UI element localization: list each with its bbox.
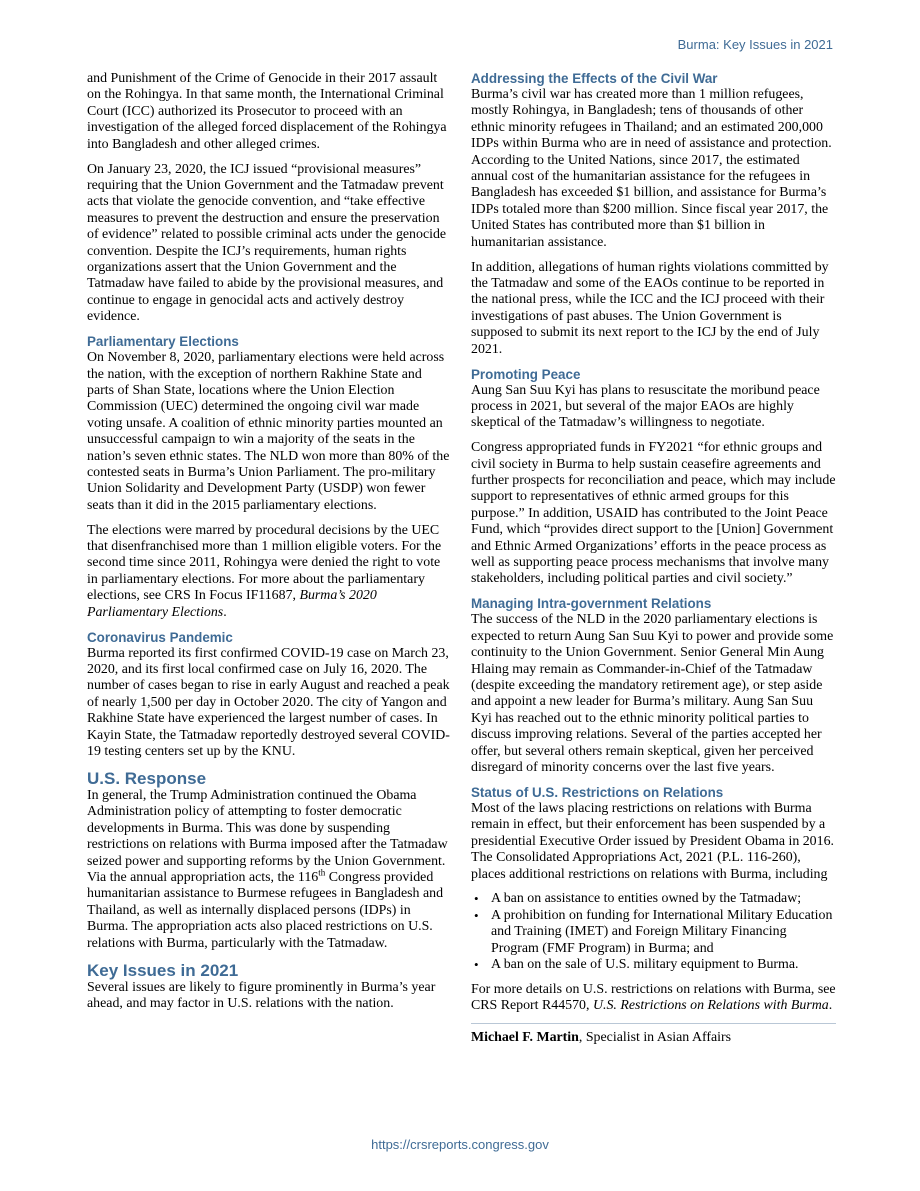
list-item: • A ban on assistance to entities owned by the Tatmadaw; xyxy=(471,891,836,907)
more-details-period: . xyxy=(828,998,833,1014)
heading-civil-war-effects: Addressing the Effects of the Civil War xyxy=(471,71,718,86)
paragraph-key-issues: Several issues are likely to figure prominently in Burma’s year ahead, and may factor in U.S. relations with the nation. xyxy=(87,979,436,1011)
running-header: Burma: Key Issues in 2021 xyxy=(677,37,833,52)
report-title-elections: Burma’s 2020 Parliamentary Elections xyxy=(87,588,377,620)
us-response-text-a: In general, the Trump Administration continued the Obama Administration policy of attempting to foster democratic developments in Burma. This was done by suspending restrictions on relations with Burma imposed after the Tatmadaw seized power and supporting reforms by the Union Government. Via the annual appropriation acts, the 116 xyxy=(87,787,448,885)
heading-intra-government: Managing Intra-government Relations xyxy=(471,596,712,612)
heading-promoting-peace: Promoting Peace xyxy=(471,366,581,382)
author-title: , Specialist in Asian Affairs xyxy=(578,1030,732,1046)
author-credit xyxy=(471,1030,836,1046)
report-title-restrictions: U.S. Restrictions on Relations with Burma xyxy=(592,998,829,1014)
elections-text: The elections were marred by procedural decisions by the UEC that disenfranchised more than 1 million eligible voters. For the second time since 2011, Rohingya were denied the right to vote in parliamentary elections. For more about the parliamentary elections, see CRS In Focus IF11687, xyxy=(87,522,442,604)
heading-us-response: U.S. Response xyxy=(87,768,207,788)
more-details-text: For more details on U.S. restrictions on relations with Burma, see CRS Report R44570, xyxy=(471,982,836,1014)
list-item: • A ban on the sale of U.S. military equipment to Burma. xyxy=(471,957,836,973)
paragraph-peace-funding: Congress appropriated funds in FY2021 “for ethnic groups and civil society in Burma to help sustain ceasefire agreements and further prospects for reconciliation and peace, which may include support to representatives of ethnic armed groups for this purpose.” In addition, USAID has contributed to the Joint Peace Fund, which “provides direct support to the [Union] Government and Ethnic Armed Organizations’ efforts in the peace process as well as supporting peace process mechanisms that involve many stakeholders, including political parties and civil society.” xyxy=(471,440,836,587)
right-column xyxy=(471,71,836,1055)
footer-url[interactable]: https://crsreports.congress.gov xyxy=(371,1137,549,1152)
paragraph-icj-measures: On January 23, 2020, the ICJ issued “provisional measures” requiring that the Union Government and the Tatmadaw prevent acts that violate the genocide convention, and “take effective measures to prevent the destruction and ensure the preservation of evidence” related to possible criminal acts under the genocide convention. Despite the ICJ’s requirements, human rights organizations assert that the Union Government and the Tatmadaw have failed to abide by the provisional measures, and continue to engage in genocidal acts and actively destroy evidence. xyxy=(87,161,447,325)
paragraph-more-details xyxy=(471,982,836,1015)
paragraph-peace-process: Aung San Suu Kyi has plans to resuscitate the moribund peace process in 2021, but several of the major EAOs are highly skeptical of the Tatmadaw’s willingness to negotiate. xyxy=(471,382,820,431)
restrictions-list xyxy=(471,891,836,973)
paragraph-elections-results: On November 8, 2020, parliamentary elections were held across the nation, with the exception of northern Rakhine State and parts of Shan State, locations where the Union Election Commission (UEC) determined the ongoing civil war made voting unsafe. A coalition of ethnic minority parties mounted an unsuccessful campaign to win a majority of the seats in the nation’s seven ethnic states. The NLD won more than 80% of the contested seats in Burma’s Union Parliament. The pro-military Union Solidarity and Development Party (USDP) won fewer seats than it did in the 2015 parliamentary elections. xyxy=(87,350,450,513)
heading-key-issues: Key Issues in 2021 xyxy=(87,960,239,980)
ordinal-suffix: th xyxy=(318,867,326,878)
us-response-text-b: Congress provided humanitarian assistance to Burmese refugees in Bangladesh and Thailand, as well as internally displaced persons (IDPs) in Burma. The appropriation acts also placed restrictions on U.S. relations with Burma, particularly with the Tatmadaw. xyxy=(87,869,444,951)
paragraph-human-rights: In addition, allegations of human rights violations committed by the Tatmadaw and some of the EAOs continue to be reported in the national press, while the ICC and the ICJ proceed with their investigations of past abuses. The Union Government is supposed to submit its next report to the ICJ by the end of July 2021. xyxy=(471,259,829,357)
paragraph-genocide-continued: and Punishment of the Crime of Genocide in their 2017 assault on the Rohingya. In that same month, the International Criminal Court (ICC) authorized its Prosecutor to proceed with an investigation of the alleged forced displacement of the Rohingya into Bangladesh and other alleged crimes. xyxy=(87,71,447,152)
paragraph-restrictions: Most of the laws placing restrictions on relations with Burma remain in effect, but their enforcement has been suspended by a presidential Executive Order issued by President Obama in 2016. The Consolidated Appropriations Act, 2021 (P.L. 116-260), places additional restrictions on relations with Burma, including xyxy=(471,800,834,882)
author-divider xyxy=(471,1023,836,1024)
elections-period: . xyxy=(223,604,227,620)
heading-coronavirus-pandemic: Coronavirus Pandemic xyxy=(87,629,233,645)
paragraph-elections-disenfranchised xyxy=(87,523,452,621)
heading-parliamentary-elections: Parliamentary Elections xyxy=(87,334,239,350)
list-item: • A prohibition on funding for International Military Education and Training (IMET) and Foreign Military Financing Program (FMF Program) in Burma; and xyxy=(471,908,836,957)
paragraph-us-response xyxy=(87,788,452,952)
paragraph-intra-government: The success of the NLD in the 2020 parliamentary elections is expected to return Aung San Suu Kyi to power and provide some continuity to the Union Government. Senior General Min Aung Hlaing may remain as Commander-in-Chief of the Tatmadaw (despite exceeding the mandatory retirement age), or step aside and appoint a new leader for Burma’s military. Aung San Suu Kyi has reached out to the ethnic minority political parties to discuss improving relations. Several of the parties accepted her offer, but several others remain skeptical, given her perceived disregard of minority concerns over the last five years. xyxy=(471,612,834,776)
left-column xyxy=(87,71,452,1021)
paragraph-covid: Burma reported its first confirmed COVID-19 case on March 23, 2020, and its first local confirmed case on July 16, 2020. The number of cases began to rise in early August and reached a peak of nearly 1,500 per day in October 2020. The city of Yangon and Rakhine State have experienced the largest number of cases. In Kayin State, the Tatmadaw reportedly destroyed several COVID-19 testing centers set up by the KNU. xyxy=(87,645,450,760)
author-name: Michael F. Martin xyxy=(471,1030,579,1046)
heading-us-restrictions: Status of U.S. Restrictions on Relations xyxy=(471,784,724,800)
paragraph-civil-war: Burma’s civil war has created more than 1 million refugees, mostly Rohingya, in Bangladesh; tens of thousands of other ethnic minority refugees in Thailand; and an estimated 200,000 IDPs within Burma who are in need of assistance and protection. According to the United Nations, since 2017, the estimated annual cost of the humanitarian assistance for the refugees in Bangladesh has exceeded $1 billion, and assistance for Burma’s IDPs totaled more than $200 million. Since fiscal year 2017, the United States has contributed more than $1 billion in humanitarian assistance. xyxy=(471,87,832,250)
